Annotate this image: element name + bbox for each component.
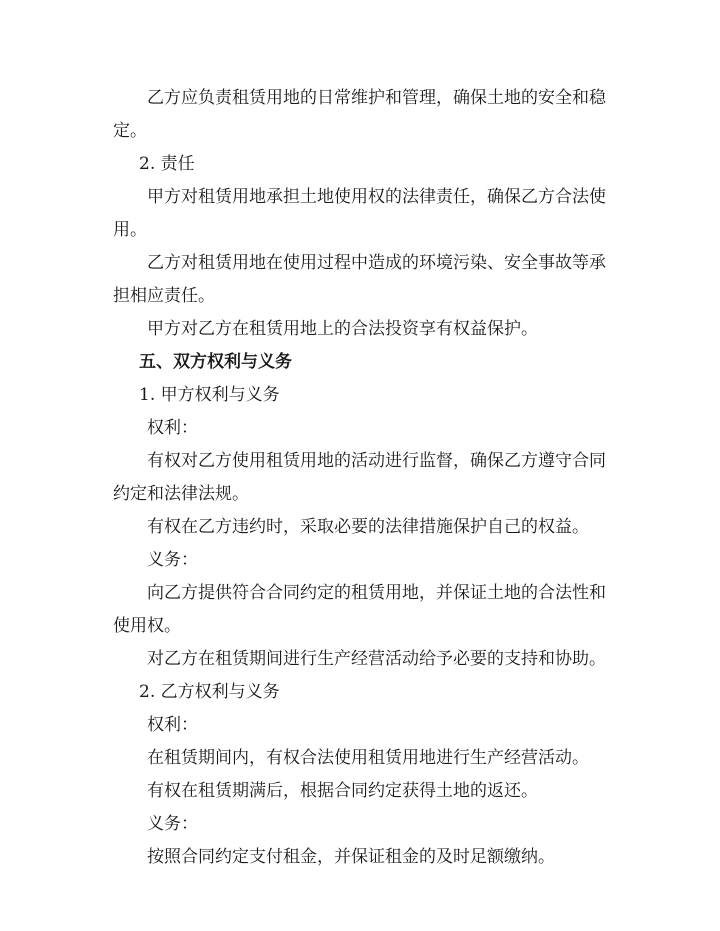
paragraph-a-right-legal-measures: 有权在乙方违约时，采取必要的法律措施保护自己的权益。 <box>147 517 589 537</box>
label-rights-a: 权利： <box>147 418 198 438</box>
paragraph-b-right-use: 在租赁期间内，有权合法使用租赁用地进行生产经营活动。 <box>147 748 589 768</box>
paragraph-a-right-supervise: 有权对乙方使用租赁用地的活动进行监督，确保乙方遵守合同约定和法律法规。 <box>113 451 606 504</box>
label-obligations-b: 义务： <box>147 814 198 834</box>
document-body <box>113 82 613 874</box>
paragraph-maintenance: 乙方应负责租赁用地的日常维护和管理，确保土地的安全和稳定。 <box>113 88 606 141</box>
paragraph-b-obligation-rent: 按照合同约定支付租金，并保证租金的及时足额缴纳。 <box>147 847 555 867</box>
subheading-party-b: 2. 乙方权利与义务 <box>139 682 280 702</box>
paragraph-investment-protection: 甲方对乙方在租赁用地上的合法投资享有权益保护。 <box>147 319 538 339</box>
paragraph-a-obligation-support: 对乙方在租赁期间进行生产经营活动给予必要的支持和协助。 <box>147 649 606 669</box>
subheading-party-a: 1. 甲方权利与义务 <box>139 385 280 405</box>
label-obligations-a: 义务： <box>147 550 198 570</box>
paragraph-party-a-liability: 甲方对租赁用地承担土地使用权的法律责任，确保乙方合法使用。 <box>113 187 606 240</box>
paragraph-party-b-liability: 乙方对租赁用地在使用过程中造成的环境污染、安全事故等承担相应责任。 <box>113 253 606 306</box>
label-rights-b: 权利： <box>147 715 198 735</box>
paragraph-b-right-return: 有权在租赁期满后，根据合同约定获得土地的返还。 <box>147 781 538 801</box>
paragraph-a-obligation-provide-land: 向乙方提供符合合同约定的租赁用地，并保证土地的合法性和使用权。 <box>113 583 606 636</box>
section-heading-rights-obligations: 五、双方权利与义务 <box>139 352 292 372</box>
subheading-responsibility: 2. 责任 <box>139 154 195 174</box>
